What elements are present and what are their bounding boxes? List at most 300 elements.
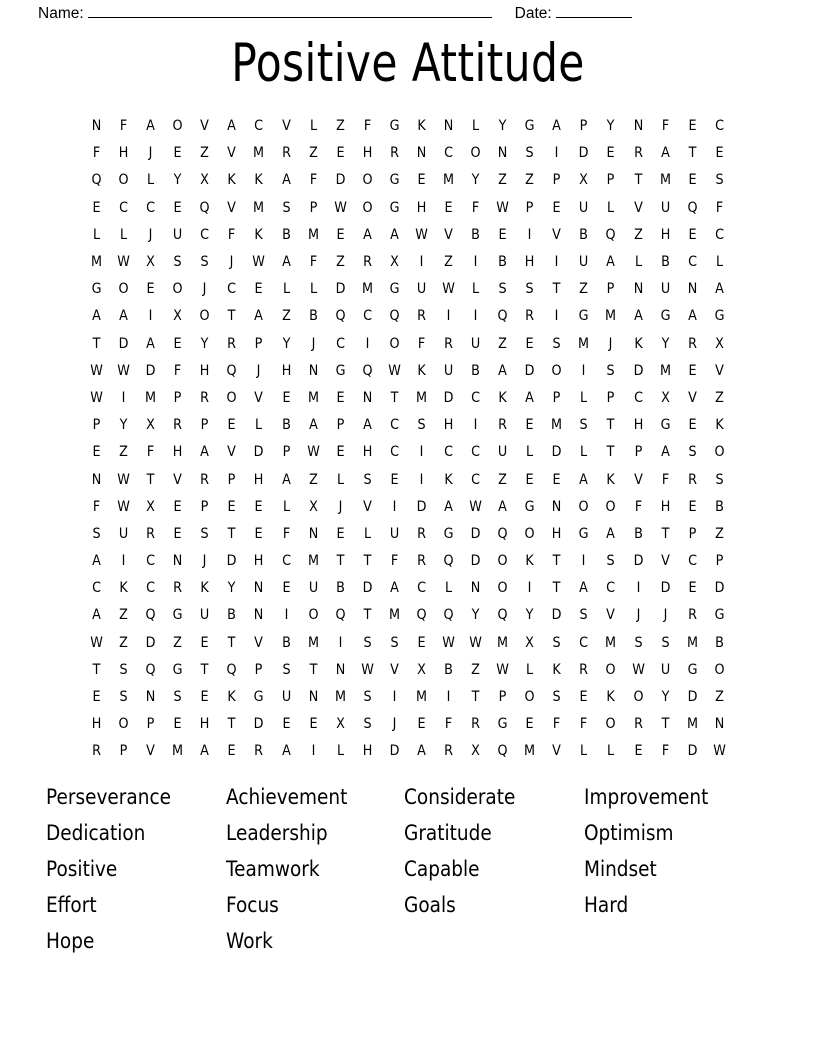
word-list-item[interactable]: Perseverance — [46, 785, 171, 810]
grid-cell[interactable]: K — [417, 362, 426, 379]
grid-cell[interactable]: N — [633, 118, 643, 135]
grid-cell[interactable]: N — [714, 716, 725, 733]
grid-cell[interactable]: T — [552, 553, 561, 570]
grid-cell[interactable]: S — [498, 281, 507, 298]
grid-cell[interactable]: N — [443, 118, 454, 135]
grid-cell[interactable]: N — [254, 580, 264, 597]
grid-cell[interactable]: Q — [145, 661, 156, 678]
grid-cell[interactable]: A — [92, 607, 101, 624]
grid-cell[interactable]: H — [524, 254, 535, 271]
grid-cell[interactable]: G — [497, 716, 508, 733]
grid-cell[interactable]: F — [309, 254, 317, 271]
grid-cell[interactable]: Y — [661, 689, 670, 706]
grid-cell[interactable]: X — [146, 498, 156, 515]
grid-cell[interactable]: R — [200, 389, 210, 406]
grid-cell[interactable]: G — [389, 118, 400, 135]
grid-cell[interactable]: C — [92, 580, 101, 597]
grid-cell[interactable]: Z — [119, 444, 128, 461]
grid-cell[interactable]: E — [336, 444, 345, 461]
grid-cell[interactable]: L — [309, 118, 317, 135]
grid-cell[interactable]: H — [362, 743, 373, 760]
grid-cell[interactable]: S — [715, 471, 724, 488]
grid-cell[interactable]: A — [606, 525, 616, 542]
grid-cell[interactable]: M — [388, 607, 400, 624]
grid-cell[interactable]: W — [469, 498, 482, 515]
grid-cell[interactable]: U — [281, 689, 291, 706]
grid-cell[interactable]: O — [362, 199, 373, 216]
grid-cell[interactable]: Y — [173, 172, 182, 189]
grid-cell[interactable]: S — [525, 281, 534, 298]
grid-cell[interactable]: I — [284, 607, 288, 624]
grid-cell[interactable]: R — [173, 580, 183, 597]
grid-cell[interactable]: E — [390, 471, 399, 488]
grid-cell[interactable]: P — [607, 281, 615, 298]
grid-cell[interactable]: O — [714, 661, 725, 678]
grid-cell[interactable]: J — [392, 716, 397, 733]
grid-cell[interactable]: S — [552, 689, 561, 706]
grid-cell[interactable]: Q — [335, 308, 346, 325]
grid-cell[interactable]: E — [444, 199, 453, 216]
grid-cell[interactable]: Q — [497, 743, 508, 760]
grid-cell[interactable]: L — [92, 226, 101, 243]
grid-cell[interactable]: G — [389, 281, 400, 298]
grid-cell[interactable]: A — [444, 498, 453, 515]
grid-cell[interactable]: J — [230, 254, 234, 271]
grid-cell[interactable]: X — [390, 254, 399, 271]
grid-cell[interactable]: F — [580, 716, 588, 733]
grid-cell[interactable]: I — [554, 254, 559, 271]
grid-cell[interactable]: W — [361, 661, 374, 678]
word-list-item[interactable]: Improvement — [584, 785, 709, 810]
grid-cell[interactable]: E — [552, 199, 561, 216]
grid-cell[interactable]: G — [578, 525, 589, 542]
grid-cell[interactable]: I — [582, 362, 586, 379]
grid-cell[interactable]: M — [605, 308, 617, 325]
grid-cell[interactable]: D — [335, 281, 346, 298]
grid-cell[interactable]: E — [417, 634, 426, 651]
grid-cell[interactable]: G — [254, 689, 264, 706]
grid-cell[interactable]: Y — [228, 580, 236, 597]
grid-cell[interactable]: E — [688, 118, 697, 135]
grid-cell[interactable]: S — [363, 471, 372, 488]
grid-cell[interactable]: C — [471, 444, 481, 461]
grid-cell[interactable]: T — [471, 689, 480, 706]
grid-cell[interactable]: K — [254, 172, 264, 189]
grid-cell[interactable]: C — [579, 634, 589, 651]
grid-cell[interactable]: N — [416, 145, 427, 162]
grid-cell[interactable]: C — [146, 553, 156, 570]
grid-cell[interactable]: L — [472, 281, 480, 298]
grid-cell[interactable]: X — [146, 254, 156, 271]
grid-cell[interactable]: U — [660, 661, 670, 678]
grid-cell[interactable]: I — [473, 254, 478, 271]
grid-cell[interactable]: O — [605, 661, 617, 678]
grid-cell[interactable]: Z — [498, 335, 508, 352]
grid-cell[interactable]: B — [335, 580, 345, 597]
grid-cell[interactable]: V — [362, 498, 372, 515]
grid-cell[interactable]: R — [173, 417, 183, 434]
grid-cell[interactable]: A — [119, 308, 128, 325]
grid-cell[interactable]: I — [582, 553, 586, 570]
word-list-item[interactable]: Effort — [46, 893, 97, 918]
word-list-item[interactable]: Considerate — [404, 785, 516, 810]
grid-cell[interactable]: R — [417, 308, 426, 325]
grid-cell[interactable]: T — [228, 716, 236, 733]
grid-cell[interactable]: Y — [471, 607, 480, 624]
grid-cell[interactable]: R — [417, 525, 426, 542]
grid-cell[interactable]: W — [442, 634, 455, 651]
grid-cell[interactable]: S — [119, 661, 128, 678]
grid-cell[interactable]: U — [173, 226, 183, 243]
grid-cell[interactable]: E — [309, 716, 318, 733]
grid-cell[interactable]: M — [334, 689, 346, 706]
grid-cell[interactable]: I — [419, 254, 424, 271]
grid-cell[interactable]: G — [660, 308, 671, 325]
grid-cell[interactable]: R — [362, 254, 372, 271]
grid-cell[interactable]: D — [443, 389, 454, 406]
grid-cell[interactable]: A — [687, 308, 697, 325]
grid-cell[interactable]: I — [473, 417, 478, 434]
grid-cell[interactable]: R — [200, 471, 210, 488]
grid-cell[interactable]: C — [389, 444, 399, 461]
grid-cell[interactable]: R — [92, 743, 101, 760]
grid-cell[interactable]: Y — [498, 118, 507, 135]
grid-cell[interactable]: K — [254, 226, 264, 243]
grid-cell[interactable]: V — [444, 226, 453, 243]
grid-cell[interactable]: F — [92, 145, 101, 162]
grid-cell[interactable]: U — [443, 362, 454, 379]
grid-cell[interactable]: Z — [308, 145, 318, 162]
grid-cell[interactable]: T — [336, 553, 345, 570]
grid-cell[interactable]: P — [688, 525, 697, 542]
grid-cell[interactable]: W — [117, 498, 130, 515]
grid-cell[interactable]: Y — [471, 172, 480, 189]
grid-cell[interactable]: D — [551, 607, 562, 624]
grid-cell[interactable]: S — [579, 607, 588, 624]
grid-cell[interactable]: V — [254, 389, 264, 406]
grid-cell[interactable]: M — [253, 199, 265, 216]
grid-cell[interactable]: H — [91, 716, 102, 733]
grid-cell[interactable]: C — [281, 553, 291, 570]
grid-cell[interactable]: A — [579, 580, 589, 597]
grid-cell[interactable]: E — [688, 226, 697, 243]
grid-cell[interactable]: J — [338, 498, 343, 515]
grid-cell[interactable]: W — [252, 254, 266, 271]
grid-cell[interactable]: R — [579, 661, 589, 678]
grid-cell[interactable]: S — [282, 661, 291, 678]
grid-cell[interactable]: L — [472, 118, 480, 135]
grid-cell[interactable]: E — [173, 525, 182, 542]
grid-cell[interactable]: Q — [226, 661, 237, 678]
grid-cell[interactable]: V — [200, 118, 210, 135]
word-list-item[interactable]: Teamwork — [226, 857, 320, 882]
grid-cell[interactable]: R — [687, 335, 697, 352]
grid-cell[interactable]: Q — [443, 607, 454, 624]
grid-cell[interactable]: M — [172, 743, 184, 760]
grid-cell[interactable]: A — [281, 172, 291, 189]
grid-cell[interactable]: I — [392, 689, 397, 706]
grid-cell[interactable]: C — [633, 389, 643, 406]
grid-cell[interactable]: P — [525, 199, 534, 216]
grid-cell[interactable]: A — [200, 444, 210, 461]
grid-cell[interactable]: E — [634, 743, 643, 760]
grid-cell[interactable]: G — [578, 308, 589, 325]
grid-cell[interactable]: X — [173, 308, 183, 325]
grid-cell[interactable]: T — [309, 661, 318, 678]
grid-cell[interactable]: P — [255, 661, 263, 678]
grid-cell[interactable]: A — [281, 254, 291, 271]
word-list-item[interactable]: Work — [226, 929, 273, 954]
grid-cell[interactable]: E — [336, 226, 345, 243]
grid-cell[interactable]: L — [309, 281, 317, 298]
grid-cell[interactable]: M — [686, 716, 698, 733]
grid-cell[interactable]: I — [338, 634, 343, 651]
grid-cell[interactable]: N — [91, 471, 102, 488]
grid-cell[interactable]: N — [145, 689, 156, 706]
grid-cell[interactable]: N — [497, 145, 508, 162]
grid-cell[interactable]: X — [525, 634, 535, 651]
grid-cell[interactable]: D — [660, 580, 671, 597]
grid-cell[interactable]: K — [444, 471, 453, 488]
grid-cell[interactable]: V — [660, 553, 670, 570]
grid-cell[interactable]: N — [362, 389, 373, 406]
grid-cell[interactable]: M — [307, 634, 319, 651]
grid-cell[interactable]: P — [228, 471, 236, 488]
grid-cell[interactable]: M — [361, 281, 373, 298]
grid-cell[interactable]: S — [417, 417, 426, 434]
grid-cell[interactable]: Y — [119, 417, 128, 434]
grid-cell[interactable]: S — [606, 553, 616, 570]
grid-cell[interactable]: A — [606, 254, 616, 271]
grid-cell[interactable]: Q — [497, 525, 508, 542]
word-list-item[interactable]: Capable — [404, 857, 480, 882]
grid-cell[interactable]: K — [606, 471, 616, 488]
grid-cell[interactable]: I — [392, 498, 397, 515]
grid-cell[interactable]: L — [336, 743, 344, 760]
grid-cell[interactable]: K — [633, 335, 643, 352]
grid-cell[interactable]: N — [687, 281, 698, 298]
grid-cell[interactable]: S — [390, 634, 399, 651]
grid-cell[interactable]: D — [470, 525, 481, 542]
grid-cell[interactable]: A — [714, 281, 724, 298]
grid-cell[interactable]: X — [471, 743, 480, 760]
grid-cell[interactable]: Q — [443, 553, 454, 570]
grid-cell[interactable]: D — [145, 634, 156, 651]
grid-cell[interactable]: H — [443, 417, 454, 434]
grid-cell[interactable]: Y — [525, 607, 534, 624]
grid-cell[interactable]: T — [390, 389, 399, 406]
grid-cell[interactable]: U — [498, 444, 508, 461]
grid-cell[interactable]: E — [227, 417, 236, 434]
grid-cell[interactable]: C — [714, 118, 724, 135]
grid-cell[interactable]: X — [660, 389, 670, 406]
grid-cell[interactable]: D — [687, 743, 698, 760]
grid-cell[interactable]: E — [606, 145, 616, 162]
grid-cell[interactable]: Z — [444, 254, 453, 271]
grid-cell[interactable]: R — [687, 607, 697, 624]
grid-cell[interactable]: B — [281, 417, 291, 434]
grid-cell[interactable]: N — [172, 553, 183, 570]
grid-cell[interactable]: V — [633, 199, 643, 216]
grid-cell[interactable]: E — [336, 525, 345, 542]
grid-cell[interactable]: C — [606, 580, 616, 597]
grid-cell[interactable]: F — [553, 716, 561, 733]
grid-cell[interactable]: E — [173, 145, 182, 162]
grid-cell[interactable]: Q — [362, 362, 373, 379]
grid-cell[interactable]: K — [552, 661, 562, 678]
date-input-line[interactable] — [556, 4, 632, 18]
grid-cell[interactable]: S — [363, 689, 372, 706]
grid-cell[interactable]: H — [416, 199, 427, 216]
grid-cell[interactable]: N — [552, 498, 562, 515]
grid-cell[interactable]: O — [605, 498, 617, 515]
grid-cell[interactable]: B — [227, 607, 237, 624]
grid-cell[interactable]: K — [715, 417, 724, 434]
grid-cell[interactable]: J — [663, 607, 668, 624]
grid-cell[interactable]: Q — [145, 607, 156, 624]
grid-cell[interactable]: E — [336, 145, 345, 162]
grid-cell[interactable]: M — [307, 553, 319, 570]
grid-cell[interactable]: E — [254, 525, 264, 542]
grid-cell[interactable]: H — [552, 525, 562, 542]
grid-cell[interactable]: B — [633, 525, 643, 542]
grid-cell[interactable]: U — [389, 525, 400, 542]
grid-cell[interactable]: T — [92, 335, 101, 352]
grid-cell[interactable]: Y — [282, 335, 290, 352]
grid-cell[interactable]: V — [606, 607, 616, 624]
grid-cell[interactable]: D — [389, 743, 400, 760]
grid-cell[interactable]: V — [552, 226, 562, 243]
grid-cell[interactable]: L — [444, 580, 453, 597]
grid-cell[interactable]: A — [660, 444, 670, 461]
grid-cell[interactable]: X — [308, 498, 318, 515]
grid-cell[interactable]: F — [390, 553, 399, 570]
grid-cell[interactable]: E — [227, 743, 236, 760]
word-list-item[interactable]: Goals — [404, 893, 456, 918]
grid-cell[interactable]: E — [227, 498, 236, 515]
grid-cell[interactable]: G — [660, 417, 671, 434]
grid-cell[interactable]: W — [631, 661, 645, 678]
grid-cell[interactable]: Z — [308, 471, 318, 488]
grid-cell[interactable]: E — [92, 199, 101, 216]
grid-cell[interactable]: Q — [91, 172, 102, 189]
grid-cell[interactable]: I — [527, 226, 532, 243]
grid-cell[interactable]: T — [92, 661, 101, 678]
grid-cell[interactable]: I — [527, 580, 532, 597]
grid-cell[interactable]: H — [254, 553, 264, 570]
grid-cell[interactable]: S — [119, 689, 128, 706]
grid-cell[interactable]: E — [715, 145, 724, 162]
grid-cell[interactable]: O — [497, 553, 508, 570]
grid-cell[interactable]: R — [687, 471, 697, 488]
grid-cell[interactable]: A — [362, 226, 372, 243]
grid-cell[interactable]: E — [282, 716, 291, 733]
grid-cell[interactable]: M — [578, 335, 590, 352]
grid-cell[interactable]: P — [146, 716, 155, 733]
grid-cell[interactable]: Z — [579, 281, 589, 298]
grid-cell[interactable]: E — [552, 471, 561, 488]
grid-cell[interactable]: T — [552, 281, 561, 298]
grid-cell[interactable]: A — [227, 118, 237, 135]
grid-cell[interactable]: S — [92, 525, 101, 542]
grid-cell[interactable]: C — [417, 580, 426, 597]
grid-cell[interactable]: O — [551, 362, 562, 379]
grid-cell[interactable]: M — [524, 743, 536, 760]
grid-cell[interactable]: N — [470, 580, 481, 597]
grid-cell[interactable]: V — [714, 362, 724, 379]
grid-cell[interactable]: H — [633, 417, 643, 434]
grid-cell[interactable]: V — [633, 471, 643, 488]
grid-cell[interactable]: K — [606, 689, 616, 706]
grid-cell[interactable]: D — [714, 580, 725, 597]
grid-cell[interactable]: P — [336, 417, 345, 434]
grid-cell[interactable]: T — [688, 145, 697, 162]
grid-cell[interactable]: E — [498, 226, 507, 243]
grid-cell[interactable]: B — [579, 226, 589, 243]
grid-cell[interactable]: A — [579, 471, 589, 488]
grid-cell[interactable]: I — [311, 743, 316, 760]
grid-cell[interactable]: F — [174, 362, 182, 379]
grid-cell[interactable]: K — [498, 389, 507, 406]
grid-cell[interactable]: Y — [607, 118, 615, 135]
grid-cell[interactable]: S — [606, 362, 616, 379]
grid-cell[interactable]: E — [92, 444, 101, 461]
grid-cell[interactable]: B — [308, 308, 318, 325]
grid-cell[interactable]: P — [92, 417, 101, 434]
grid-cell[interactable]: O — [308, 607, 319, 624]
grid-cell[interactable]: L — [607, 743, 615, 760]
grid-cell[interactable]: L — [580, 743, 588, 760]
grid-cell[interactable]: H — [172, 444, 183, 461]
grid-cell[interactable]: S — [552, 634, 561, 651]
grid-cell[interactable]: X — [417, 661, 426, 678]
grid-cell[interactable]: L — [363, 525, 371, 542]
grid-cell[interactable]: T — [661, 525, 670, 542]
grid-cell[interactable]: Z — [471, 661, 480, 678]
grid-cell[interactable]: I — [121, 553, 126, 570]
grid-cell[interactable]: V — [254, 634, 264, 651]
grid-cell[interactable]: D — [254, 444, 264, 461]
grid-cell[interactable]: N — [633, 281, 643, 298]
grid-cell[interactable]: Q — [199, 199, 210, 216]
grid-cell[interactable]: O — [578, 498, 589, 515]
grid-cell[interactable]: D — [551, 444, 562, 461]
grid-cell[interactable]: R — [254, 743, 264, 760]
grid-cell[interactable]: A — [146, 118, 156, 135]
grid-cell[interactable]: X — [146, 417, 156, 434]
grid-cell[interactable]: I — [473, 308, 478, 325]
grid-cell[interactable]: P — [200, 498, 209, 515]
grid-cell[interactable]: U — [200, 607, 210, 624]
grid-cell[interactable]: S — [200, 254, 209, 271]
grid-cell[interactable]: P — [607, 389, 615, 406]
word-list-item[interactable]: Achievement — [226, 785, 348, 810]
grid-cell[interactable]: R — [471, 716, 481, 733]
grid-cell[interactable]: B — [660, 254, 670, 271]
grid-cell[interactable]: X — [335, 716, 345, 733]
grid-cell[interactable]: C — [362, 308, 372, 325]
word-list-item[interactable]: Hope — [46, 929, 95, 954]
grid-cell[interactable]: O — [118, 281, 129, 298]
grid-cell[interactable]: H — [362, 444, 373, 461]
grid-cell[interactable]: W — [442, 281, 455, 298]
grid-cell[interactable]: P — [255, 335, 263, 352]
grid-cell[interactable]: U — [579, 199, 589, 216]
grid-cell[interactable]: F — [363, 118, 371, 135]
grid-cell[interactable]: Z — [281, 308, 291, 325]
grid-cell[interactable]: G — [524, 498, 535, 515]
grid-cell[interactable]: A — [417, 743, 426, 760]
